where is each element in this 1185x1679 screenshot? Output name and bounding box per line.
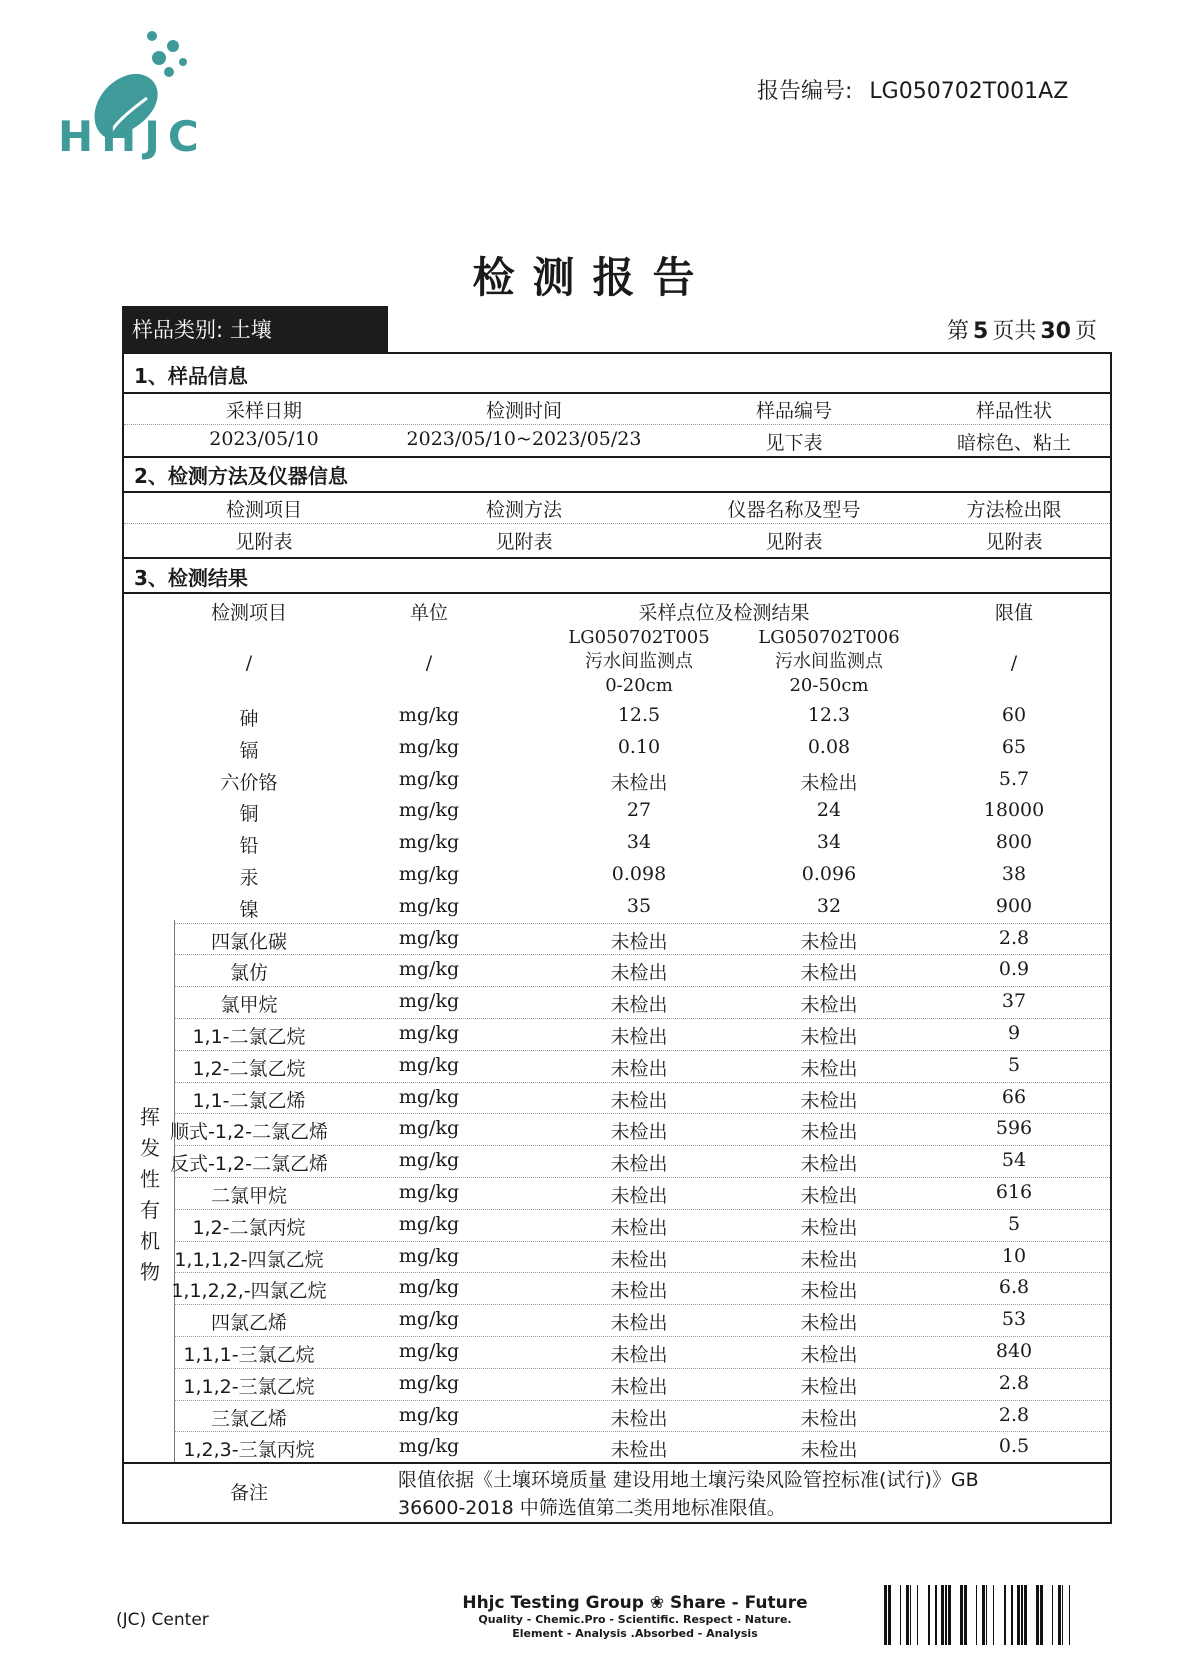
section-results-title: 3、检测结果	[134, 566, 248, 590]
cell-limit: 0.5	[998, 1435, 1030, 1458]
cell-unit: mg/kg	[398, 1181, 460, 1203]
cell-unit: mg/kg	[398, 894, 460, 917]
cell-unit: mg/kg	[398, 1053, 460, 1076]
cell-item: 砷	[239, 708, 259, 730]
cell-limit: 6.8	[998, 1276, 1030, 1299]
s3-header-item: 检测项目	[210, 602, 287, 624]
footer-slogan	[440, 1593, 830, 1641]
cell-r1: 未检出	[610, 1375, 668, 1398]
cell-unit: mg/kg	[398, 926, 460, 949]
table-row	[124, 1018, 1110, 1050]
cell-item: 铅	[239, 835, 259, 858]
cell-r1: 未检出	[610, 994, 668, 1017]
cell-r2: 未检出	[800, 1344, 858, 1366]
cell-r1: 0.098	[611, 863, 667, 885]
section-method-title: 2、检测方法及仪器信息	[134, 464, 348, 488]
cell-r1: 未检出	[610, 1312, 668, 1335]
footer-center-label: (JC) Center	[116, 1610, 209, 1630]
cell-unit: mg/kg	[398, 958, 460, 981]
cell-r1: 未检出	[610, 1026, 668, 1048]
s2-value-detection-limit: 见附表	[985, 531, 1043, 553]
cell-item: 镉	[239, 739, 259, 762]
cell-unit: mg/kg	[398, 831, 460, 854]
table-row	[124, 827, 1110, 859]
table-row	[124, 1431, 1110, 1463]
cell-unit: mg/kg	[398, 1149, 460, 1172]
footer-brand: Hhjc Testing Group ❀ Share - Future	[462, 1593, 808, 1613]
cell-item: 镍	[239, 898, 259, 921]
cell-item: 1,2,3-三氯丙烷	[183, 1439, 315, 1462]
footer-line2: Element - Analysis .Absorbed - Analysis	[512, 1627, 758, 1640]
cell-unit: mg/kg	[398, 1435, 460, 1458]
cell-item: 1,1,1-三氯乙烷	[183, 1344, 315, 1366]
cell-item: 1,1-二氯乙烯	[192, 1089, 306, 1112]
cell-limit: 5.7	[998, 767, 1030, 790]
cell-limit: 66	[1001, 1085, 1027, 1108]
cell-r1: 未检出	[610, 930, 668, 953]
cell-r2: 未检出	[800, 1439, 858, 1462]
s1-header-sample-state: 样品性状	[975, 400, 1052, 422]
report-number-value: LG050702T001AZ	[869, 79, 1069, 104]
report-number	[757, 74, 1068, 105]
cell-limit: 0.9	[998, 958, 1030, 981]
table-row	[124, 1050, 1110, 1082]
cell-r2: 未检出	[800, 1153, 858, 1176]
cell-r1: 34	[626, 831, 652, 854]
cell-limit: 2.8	[998, 1371, 1030, 1394]
cell-r2: 未检出	[800, 1280, 858, 1303]
cell-r1: 未检出	[610, 1439, 668, 1462]
cell-r2: 未检出	[800, 1185, 858, 1207]
cell-r2: 未检出	[800, 1216, 858, 1239]
table-row	[124, 1241, 1110, 1273]
cell-limit: 5	[1007, 1053, 1021, 1076]
barcode	[884, 1585, 1072, 1645]
cell-unit: mg/kg	[398, 767, 460, 790]
table-row	[124, 795, 1110, 827]
cell-item: 铜	[239, 803, 259, 826]
section-sample-info-title: 1、样品信息	[134, 364, 248, 388]
cell-limit: 2.8	[998, 926, 1030, 949]
cell-limit: 60	[1001, 704, 1027, 726]
cell-limit: 18000	[983, 799, 1045, 822]
cell-r2: 32	[816, 894, 842, 917]
cell-r2: 未检出	[800, 1026, 858, 1048]
s3-header-unit: 单位	[409, 602, 448, 624]
page-count: 第 5 页共 30 页	[947, 319, 1097, 344]
cell-unit: mg/kg	[398, 990, 460, 1013]
cell-limit: 2.8	[998, 1403, 1030, 1426]
table-row	[124, 1336, 1110, 1368]
cell-unit: mg/kg	[398, 704, 460, 726]
cell-r2: 未检出	[800, 994, 858, 1017]
cell-r2: 34	[816, 831, 842, 854]
cell-item: 1,1,2-三氯乙烷	[183, 1375, 315, 1398]
cell-r1: 未检出	[610, 1121, 668, 1144]
table-row	[124, 859, 1110, 891]
report-number-label: 报告编号:	[757, 79, 853, 104]
table-row	[124, 1177, 1110, 1209]
cell-unit: mg/kg	[398, 1117, 460, 1140]
cell-unit: mg/kg	[398, 863, 460, 885]
table-row	[124, 923, 1110, 955]
footer-line1: Quality - Chemic.Pro - Scientific. Respect - Nature.	[478, 1613, 792, 1626]
table-row	[124, 1145, 1110, 1177]
cell-item: 汞	[239, 867, 259, 889]
group-label-voc: 挥 发 性 有 机 物	[140, 1105, 160, 1284]
cell-unit: mg/kg	[398, 735, 460, 758]
s2-value-instrument: 见附表	[765, 531, 823, 553]
table-row	[124, 954, 1110, 986]
cell-item: 1,2-二氯丙烷	[192, 1216, 306, 1239]
table-row	[124, 891, 1110, 923]
cell-unit: mg/kg	[398, 1244, 460, 1267]
cell-item: 二氯甲烷	[210, 1185, 287, 1207]
cell-limit: 900	[995, 894, 1033, 917]
cell-limit: 38	[1001, 863, 1027, 885]
cell-unit: mg/kg	[398, 1403, 460, 1426]
cell-item: 三氯乙烯	[210, 1407, 287, 1430]
cell-r1: 35	[626, 894, 652, 917]
cell-r1: 12.5	[617, 704, 661, 726]
cell-r2: 未检出	[800, 1089, 858, 1112]
cell-unit: mg/kg	[398, 1085, 460, 1108]
cell-item: 六价铬	[220, 771, 278, 794]
cell-limit: 616	[995, 1181, 1033, 1203]
cell-unit: mg/kg	[398, 1308, 460, 1331]
cell-item: 氯甲烷	[220, 994, 278, 1017]
table-row	[124, 1082, 1110, 1114]
s2-header-instrument: 仪器名称及型号	[727, 499, 861, 521]
remark-text: 限值依据《土壤环境质量 建设用地土壤污染风险管控标准(试行)》GB 36600-2018 中筛选值第二类用地标准限值。	[398, 1469, 979, 1519]
cell-item: 四氯乙烯	[210, 1312, 287, 1335]
s1-value-sample-id: 见下表	[765, 432, 823, 454]
cell-unit: mg/kg	[398, 1276, 460, 1299]
cell-limit: 53	[1001, 1308, 1027, 1331]
cell-r1: 27	[626, 799, 652, 822]
cell-r2: 未检出	[800, 1312, 858, 1335]
remark-label: 备注	[229, 1482, 268, 1504]
cell-r1: 0.10	[617, 735, 661, 758]
cell-limit: 596	[995, 1117, 1033, 1140]
cell-r2: 未检出	[800, 1375, 858, 1398]
document-title: 检测报告	[472, 253, 713, 302]
cell-limit: 65	[1001, 735, 1027, 758]
s1-value-sampling-date: 2023/05/10	[209, 428, 319, 450]
cell-r2: 未检出	[800, 930, 858, 953]
cell-r1: 未检出	[610, 1153, 668, 1176]
table-row	[124, 1113, 1110, 1145]
s1-header-sample-id: 样品编号	[755, 400, 832, 422]
s1-header-sampling-date: 采样日期	[225, 400, 302, 422]
cell-unit: mg/kg	[398, 1371, 460, 1394]
cell-r2: 0.096	[801, 863, 857, 885]
cell-r1: 未检出	[610, 1057, 668, 1080]
s3-sub-item: /	[245, 652, 253, 674]
s1-header-test-time: 检测时间	[485, 400, 562, 422]
cell-r1: 未检出	[610, 1344, 668, 1366]
cell-r1: 未检出	[610, 1407, 668, 1430]
cell-item: 1,2-二氯乙烷	[192, 1057, 306, 1080]
cell-limit: 9	[1007, 1022, 1021, 1044]
table-row	[124, 1368, 1110, 1400]
cell-unit: mg/kg	[398, 799, 460, 822]
results-rows	[124, 700, 1110, 1464]
table-row	[124, 1209, 1110, 1241]
cell-item: 1,1,1,2-四氯乙烷	[174, 1248, 324, 1271]
sample-type-banner: 样品类别: 土壤	[122, 306, 388, 354]
cell-r2: 未检出	[800, 1057, 858, 1080]
s2-header-detection-limit: 方法检出限	[966, 499, 1062, 521]
table-row	[124, 700, 1110, 732]
cell-item: 四氯化碳	[210, 930, 287, 953]
cell-r2: 未检出	[800, 771, 858, 794]
cell-unit: mg/kg	[398, 1340, 460, 1362]
logo-text: HHJC	[58, 112, 207, 161]
s3-header-limit: 限值	[994, 602, 1033, 624]
table-row	[124, 1304, 1110, 1336]
cell-limit: 54	[1001, 1149, 1027, 1172]
cell-limit: 840	[995, 1340, 1033, 1362]
table-row	[124, 986, 1110, 1018]
cell-r2: 未检出	[800, 1407, 858, 1430]
s2-value-method: 见附表	[495, 531, 553, 553]
table-row	[124, 1400, 1110, 1432]
report-table	[122, 352, 1112, 1524]
cell-r2: 未检出	[800, 1248, 858, 1271]
s3-sub-point1: LG050702T005 污水间监测点 0-20cm	[568, 627, 710, 696]
cell-unit: mg/kg	[398, 1022, 460, 1044]
cell-limit: 5	[1007, 1212, 1021, 1235]
s3-sub-point2: LG050702T006 污水间监测点 20-50cm	[758, 627, 900, 696]
table-row	[124, 764, 1110, 796]
cell-limit: 800	[995, 831, 1033, 854]
cell-limit: 37	[1001, 990, 1027, 1013]
cell-item: 顺式-1,2-二氯乙烯	[170, 1121, 328, 1144]
table-row	[124, 1272, 1110, 1304]
cell-r2: 未检出	[800, 1121, 858, 1144]
cell-r2: 0.08	[807, 735, 851, 758]
cell-r1: 未检出	[610, 771, 668, 794]
cell-item: 氯仿	[229, 962, 268, 985]
cell-limit: 10	[1001, 1244, 1027, 1267]
s2-header-method: 检测方法	[485, 499, 562, 521]
s1-value-test-time: 2023/05/10~2023/05/23	[406, 428, 642, 450]
cell-r1: 未检出	[610, 1089, 668, 1112]
cell-r1: 未检出	[610, 1185, 668, 1207]
cell-r1: 未检出	[610, 1280, 668, 1303]
s3-sub-unit: /	[425, 652, 433, 674]
cell-unit: mg/kg	[398, 1212, 460, 1235]
cell-item: 1,1-二氯乙烷	[192, 1026, 306, 1048]
s3-sub-limit: /	[1010, 652, 1018, 674]
table-row	[124, 732, 1110, 764]
cell-r2: 24	[816, 799, 842, 822]
s3-header-results: 采样点位及检测结果	[638, 602, 810, 624]
s2-header-item: 检测项目	[225, 499, 302, 521]
s1-value-sample-state: 暗棕色、粘土	[956, 432, 1071, 454]
cell-r2: 未检出	[800, 962, 858, 985]
cell-r2: 12.3	[807, 704, 851, 726]
cell-r1: 未检出	[610, 962, 668, 985]
s2-value-item: 见附表	[235, 531, 293, 553]
cell-item: 1,1,2,2,-四氯乙烷	[171, 1280, 327, 1303]
cell-r1: 未检出	[610, 1248, 668, 1271]
cell-item: 反式-1,2-二氯乙烯	[170, 1153, 328, 1176]
cell-r1: 未检出	[610, 1216, 668, 1239]
